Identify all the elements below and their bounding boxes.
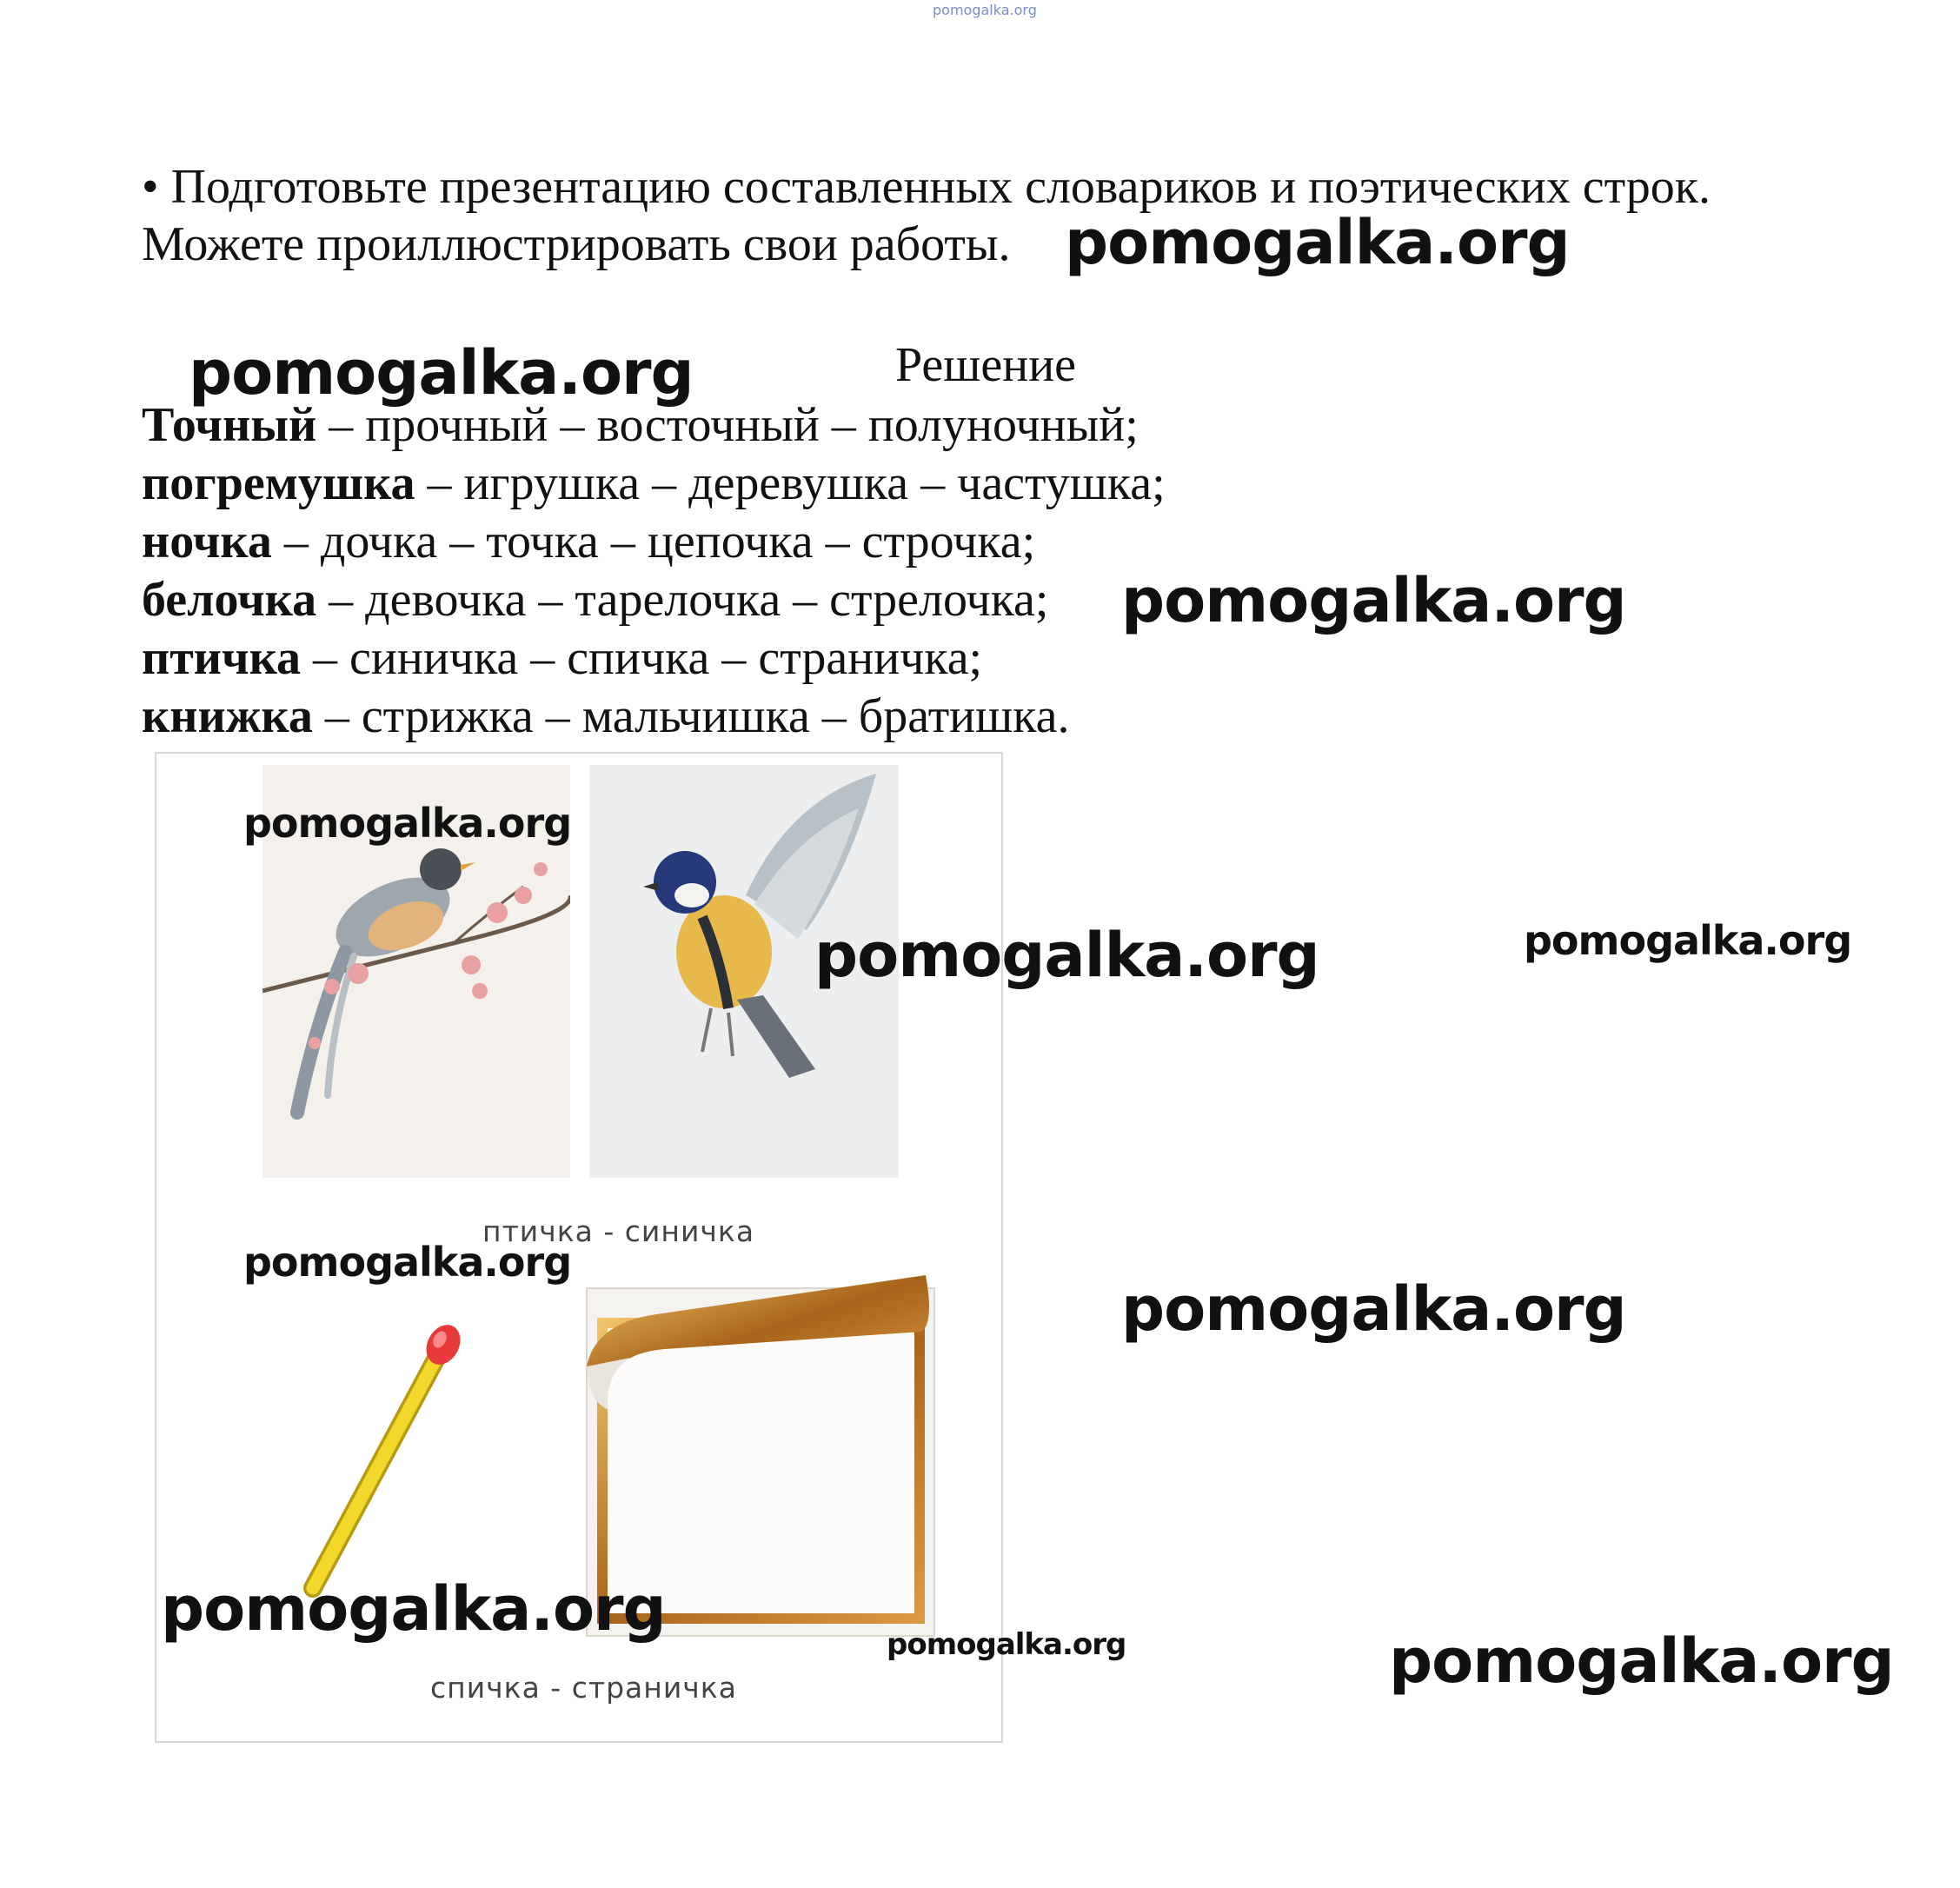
solution-heading: Решение — [895, 338, 1077, 392]
rhyme-keyword: белочка — [142, 573, 317, 627]
rhyme-line — [142, 513, 1166, 571]
rhyme-keyword: ночка — [142, 515, 272, 568]
rhyme-keyword: книжка — [142, 689, 313, 743]
watermark: pomogalka.org — [243, 1239, 572, 1286]
caption-match-page: спичка - страничка — [430, 1671, 737, 1705]
rhyme-line — [142, 455, 1166, 513]
rhyme-line — [142, 629, 1166, 688]
match-illustration — [278, 1319, 478, 1605]
rhyme-list — [142, 396, 1166, 746]
watermark-top: pomogalka.org — [933, 2, 1037, 18]
rhyme-keyword: погремушка — [142, 456, 415, 510]
rhyme-words: – дочка – точка – цепочка – строчка; — [271, 515, 1036, 568]
rhyme-words: – стрижка – мальчишка – братишка. — [312, 689, 1070, 743]
rhyme-line — [142, 688, 1166, 746]
watermark: pomogalka.org — [1065, 207, 1570, 278]
watermark: pomogalka.org — [243, 800, 572, 847]
watermark: pomogalka.org — [189, 337, 694, 409]
watermark: pomogalka.org — [1121, 1273, 1626, 1345]
watermark: pomogalka.org — [1121, 565, 1626, 636]
watermark: pomogalka.org — [814, 920, 1319, 991]
rhyme-words: – синичка – спичка – страничка; — [301, 631, 983, 685]
watermark: pomogalka.org — [887, 1627, 1126, 1662]
task-line-1: • Подготовьте презентацию составленных словариков и поэтических строк. — [142, 160, 1711, 214]
watermark: pomogalka.org — [1524, 917, 1852, 964]
rhyme-keyword: птичка — [142, 631, 302, 685]
caption-bird-tit: птичка - синичка — [482, 1214, 755, 1248]
rhyme-words: – игрушка – деревушка – частушка; — [415, 456, 1166, 510]
rhyme-words: – прочный – восточный – полуночный; — [316, 398, 1139, 452]
rhyme-line — [142, 396, 1166, 455]
task-line-2: Можете проиллюстрировать свои работы. — [142, 217, 1011, 271]
rhyme-line — [142, 571, 1166, 629]
rhyme-words: – девочка – тарелочка – стрелочка; — [316, 573, 1049, 627]
rhyme-keyword: Точный — [142, 398, 317, 452]
watermark: pomogalka.org — [161, 1573, 666, 1645]
watermark: pomogalka.org — [1389, 1625, 1894, 1697]
